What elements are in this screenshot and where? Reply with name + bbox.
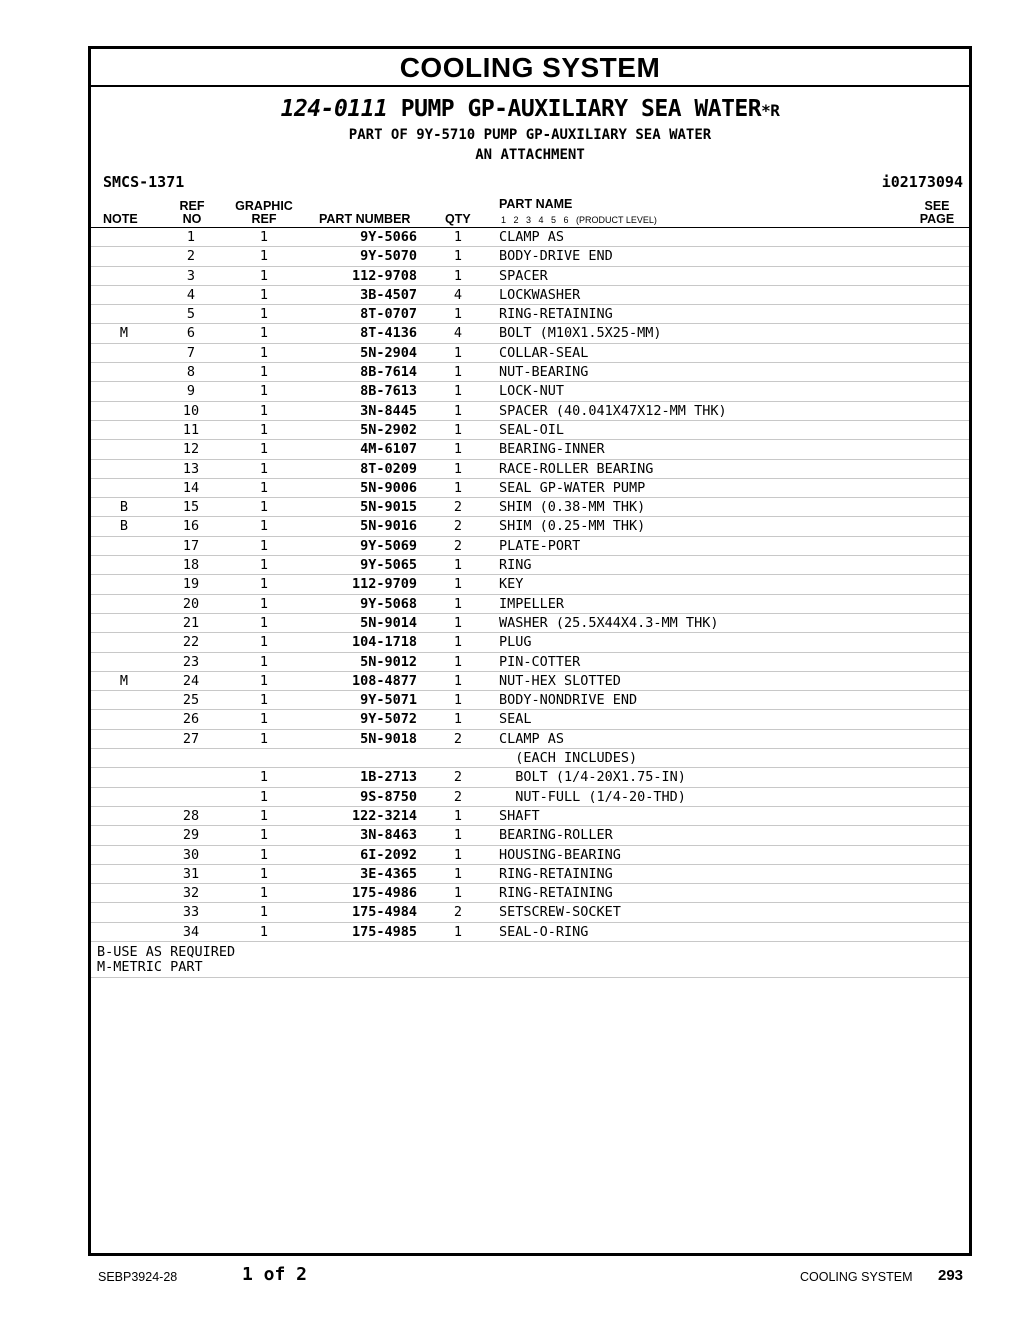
- row-part-number[interactable]: 9Y-5065: [360, 557, 417, 574]
- row-ref-no: 25: [182, 692, 200, 709]
- row-graphic-ref: 1: [259, 846, 269, 863]
- row-part-name: RACE-ROLLER BEARING: [499, 460, 654, 477]
- row-qty: 1: [453, 229, 463, 245]
- row-part-number[interactable]: 5N-9016: [360, 518, 417, 535]
- table-row: [91, 846, 969, 865]
- table-row: [91, 498, 969, 517]
- row-qty: 1: [453, 692, 463, 709]
- row-qty: 1: [453, 421, 463, 438]
- footer-doc-number: SEBP3924-28: [98, 1270, 178, 1284]
- table-row: [91, 826, 969, 845]
- row-qty: 1: [453, 248, 463, 265]
- row-ref-no: 9: [186, 383, 196, 400]
- row-qty: 1: [453, 383, 463, 400]
- row-ref-no: 5: [186, 306, 196, 323]
- table-row: [91, 382, 969, 401]
- row-graphic-ref: 1: [259, 885, 269, 902]
- table-row: [91, 672, 969, 691]
- row-part-number[interactable]: 9Y-5071: [360, 692, 417, 709]
- row-part-number[interactable]: 3B-4507: [360, 286, 417, 303]
- row-graphic-ref: 1: [259, 306, 269, 323]
- table-row: [91, 267, 969, 286]
- table-row: [91, 730, 969, 749]
- row-part-name: SPACER: [499, 267, 548, 284]
- row-graphic-ref: 1: [259, 595, 269, 612]
- table-row: [91, 286, 969, 305]
- row-part-number[interactable]: 112-9708: [351, 267, 417, 284]
- row-part-name: LOCKWASHER: [499, 286, 581, 303]
- page-footer: [0, 1262, 1020, 1292]
- group-suffix: *R: [761, 101, 780, 120]
- row-part-name: RING-RETAINING: [499, 885, 613, 902]
- row-graphic-ref: 1: [259, 537, 269, 554]
- row-ref-no: 11: [182, 421, 200, 438]
- footer-page-number: 293: [938, 1267, 964, 1284]
- row-ref-no: 19: [182, 576, 200, 593]
- table-row: [91, 363, 969, 382]
- table-row: [91, 460, 969, 479]
- row-part-name: COLLAR-SEAL: [499, 344, 589, 361]
- row-graphic-ref: 1: [259, 904, 269, 921]
- group-title: [91, 95, 969, 125]
- row-part-number[interactable]: 3E-4365: [360, 865, 417, 882]
- row-part-number[interactable]: 5N-9006: [360, 479, 417, 496]
- row-part-name: PIN-COTTER: [499, 653, 581, 670]
- table-row: [91, 324, 969, 343]
- row-graphic-ref: 1: [259, 248, 269, 265]
- row-part-name: BEARING-INNER: [499, 441, 605, 458]
- row-ref-no: 27: [182, 730, 200, 747]
- row-graphic-ref: 1: [259, 788, 269, 805]
- row-ref-no: 6: [186, 325, 196, 342]
- row-part-number[interactable]: 175-4985: [351, 923, 417, 940]
- row-graphic-ref: 1: [259, 557, 269, 574]
- row-part-name: RING-RETAINING: [499, 865, 613, 882]
- row-graphic-ref: 1: [259, 344, 269, 361]
- table-row: [91, 768, 969, 787]
- row-ref-no: 28: [182, 807, 200, 824]
- row-graphic-ref: 1: [259, 460, 269, 477]
- row-graphic-ref: 1: [259, 402, 269, 419]
- row-ref-no: 26: [182, 711, 200, 728]
- row-ref-no: 15: [182, 499, 200, 516]
- row-part-name: NUT-FULL (1/4-20-THD): [499, 788, 686, 805]
- table-row: [91, 710, 969, 729]
- row-part-number[interactable]: 8T-0209: [360, 460, 417, 477]
- row-note: M: [119, 672, 129, 689]
- row-ref-no: 30: [182, 846, 200, 863]
- row-qty: 1: [453, 364, 463, 381]
- row-graphic-ref: 1: [259, 614, 269, 631]
- row-ref-no: 17: [182, 537, 200, 554]
- table-row: [91, 421, 969, 440]
- row-part-number[interactable]: 8B-7613: [360, 383, 417, 400]
- parts-page-frame: [88, 46, 972, 1256]
- group-number: 124-0111: [280, 96, 388, 122]
- row-part-name: SEAL-OIL: [499, 421, 565, 438]
- row-qty: 1: [453, 865, 463, 882]
- row-graphic-ref: 1: [259, 229, 269, 245]
- table-row: [91, 440, 969, 459]
- row-graphic-ref: 1: [259, 653, 269, 670]
- row-part-number[interactable]: 8B-7614: [360, 364, 417, 381]
- footer-page-of: 1 of 2: [242, 1264, 308, 1285]
- row-part-name: IMPELLER: [499, 595, 565, 612]
- row-part-number[interactable]: 5N-9014: [360, 614, 417, 631]
- row-part-name: LOCK-NUT: [499, 383, 565, 400]
- table-row: [91, 595, 969, 614]
- col-graphic-bottom: REF: [251, 212, 277, 226]
- row-part-name: SHIM (0.25-MM THK): [499, 518, 646, 535]
- row-part-number[interactable]: 5N-9015: [360, 499, 417, 516]
- row-part-number[interactable]: 175-4984: [351, 904, 417, 921]
- table-row: [91, 402, 969, 421]
- row-graphic-ref: 1: [259, 711, 269, 728]
- row-part-number[interactable]: 3N-8445: [360, 402, 417, 419]
- row-qty: 2: [453, 904, 463, 921]
- table-row: [91, 556, 969, 575]
- table-row: [91, 633, 969, 652]
- row-part-name: KEY: [499, 576, 524, 593]
- row-qty: 1: [453, 557, 463, 574]
- col-note: NOTE: [103, 212, 138, 226]
- row-qty: 2: [453, 788, 463, 805]
- row-graphic-ref: 1: [259, 634, 269, 651]
- row-note: B: [119, 499, 129, 516]
- document-id: i02173094: [881, 173, 963, 191]
- table-row: [91, 517, 969, 536]
- row-qty: 2: [453, 730, 463, 747]
- row-part-name: PLATE-PORT: [499, 537, 581, 554]
- row-part-number[interactable]: 9S-8750: [360, 788, 417, 805]
- row-qty: 1: [453, 306, 463, 323]
- row-part-number[interactable]: 8T-4136: [360, 325, 417, 342]
- row-part-name: NUT-HEX SLOTTED: [499, 672, 621, 689]
- col-qty: QTY: [445, 212, 471, 226]
- row-ref-no: 13: [182, 460, 200, 477]
- notes-block: [91, 942, 969, 978]
- row-graphic-ref: 1: [259, 518, 269, 535]
- row-part-number[interactable]: 5N-9018: [360, 730, 417, 747]
- col-ref-top: REF: [179, 199, 205, 213]
- row-qty: 1: [453, 807, 463, 824]
- row-part-name: WASHER (25.5X44X4.3-MM THK): [499, 614, 719, 631]
- row-qty: 1: [453, 711, 463, 728]
- row-part-name: PLUG: [499, 634, 532, 651]
- note-b: B-USE AS REQUIRED: [97, 943, 236, 960]
- row-part-number[interactable]: 6I-2092: [360, 846, 417, 863]
- row-part-name: SEAL GP-WATER PUMP: [499, 479, 646, 496]
- row-qty: 1: [453, 344, 463, 361]
- column-headers: [91, 193, 969, 228]
- row-graphic-ref: 1: [259, 692, 269, 709]
- row-part-name: NUT-BEARING: [499, 364, 589, 381]
- row-part-number[interactable]: 5N-9012: [360, 653, 417, 670]
- table-row: [91, 344, 969, 363]
- group-header: [91, 95, 969, 165]
- table-row: [91, 807, 969, 826]
- row-ref-no: 16: [182, 518, 200, 535]
- col-part-number: PART NUMBER: [319, 212, 411, 226]
- row-graphic-ref: 1: [259, 286, 269, 303]
- row-qty: 1: [453, 885, 463, 902]
- row-qty: 2: [453, 518, 463, 535]
- row-ref-no: 18: [182, 557, 200, 574]
- row-ref-no: 34: [182, 923, 200, 940]
- smcs-code: SMCS-1371: [103, 173, 185, 191]
- row-part-number[interactable]: 1B-2713: [360, 769, 417, 786]
- row-part-name: BODY-NONDRIVE END: [499, 692, 638, 709]
- row-part-number[interactable]: 175-4986: [351, 885, 417, 902]
- row-qty: 1: [453, 402, 463, 419]
- row-graphic-ref: 1: [259, 499, 269, 516]
- row-ref-no: 22: [182, 634, 200, 651]
- table-row: [91, 575, 969, 594]
- row-qty: 1: [453, 923, 463, 940]
- row-ref-no: 23: [182, 653, 200, 670]
- row-qty: 2: [453, 769, 463, 786]
- row-ref-no: 1: [186, 229, 196, 245]
- row-part-name: SEAL-O-RING: [499, 923, 589, 940]
- row-part-name: BOLT (1/4-20X1.75-IN): [499, 769, 686, 786]
- row-qty: 1: [453, 614, 463, 631]
- row-qty: 1: [453, 441, 463, 458]
- row-ref-no: 7: [186, 344, 196, 361]
- row-part-number[interactable]: 9Y-5066: [360, 229, 417, 245]
- row-qty: 2: [453, 499, 463, 516]
- row-part-name: SHAFT: [499, 807, 540, 824]
- row-graphic-ref: 1: [259, 383, 269, 400]
- row-qty: 1: [453, 634, 463, 651]
- row-part-number[interactable]: 104-1718: [351, 634, 417, 651]
- row-ref-no: 31: [182, 865, 200, 882]
- row-part-number[interactable]: 4M-6107: [360, 441, 417, 458]
- row-ref-no: 33: [182, 904, 200, 921]
- row-part-name: CLAMP AS: [499, 730, 565, 747]
- row-graphic-ref: 1: [259, 576, 269, 593]
- row-note: B: [119, 518, 129, 535]
- row-part-name: RING: [499, 557, 532, 574]
- row-part-number[interactable]: 8T-0707: [360, 306, 417, 323]
- row-qty: 1: [453, 267, 463, 284]
- row-graphic-ref: 1: [259, 923, 269, 940]
- row-qty: 1: [453, 576, 463, 593]
- row-ref-no: 24: [182, 672, 200, 689]
- row-part-name: SPACER (40.041X47X12-MM THK): [499, 402, 727, 419]
- parts-list: [91, 228, 969, 942]
- row-part-number[interactable]: 108-4877: [351, 672, 417, 689]
- row-ref-no: 20: [182, 595, 200, 612]
- row-qty: 1: [453, 479, 463, 496]
- smcs-row: [91, 171, 969, 193]
- table-row: [91, 788, 969, 807]
- row-part-name: BODY-DRIVE END: [499, 248, 613, 265]
- row-qty: 4: [453, 286, 463, 303]
- row-part-name: SEAL: [499, 711, 532, 728]
- row-graphic-ref: 1: [259, 807, 269, 824]
- table-row: [91, 247, 969, 266]
- note-m: M-METRIC PART: [97, 958, 203, 975]
- table-row: [91, 923, 969, 942]
- row-part-name: HOUSING-BEARING: [499, 846, 621, 863]
- row-part-name: SHIM (0.38-MM THK): [499, 499, 646, 516]
- col-ref-bottom: NO: [182, 212, 202, 226]
- col-see-bottom: PAGE: [919, 212, 955, 226]
- group-name: PUMP GP-AUXILIARY SEA WATER: [400, 96, 762, 122]
- row-graphic-ref: 1: [259, 364, 269, 381]
- row-qty: 1: [453, 827, 463, 844]
- table-row: [91, 653, 969, 672]
- row-ref-no: 29: [182, 827, 200, 844]
- table-row: [91, 749, 969, 768]
- row-part-number[interactable]: 9Y-5072: [360, 711, 417, 728]
- row-part-number[interactable]: 112-9709: [351, 576, 417, 593]
- row-graphic-ref: 1: [259, 325, 269, 342]
- table-row: [91, 479, 969, 498]
- row-part-number[interactable]: 3N-8463: [360, 827, 417, 844]
- table-row: [91, 865, 969, 884]
- row-part-name: RING-RETAINING: [499, 306, 613, 323]
- row-part-number[interactable]: 9Y-5070: [360, 248, 417, 265]
- row-part-name: SETSCREW-SOCKET: [499, 904, 621, 921]
- row-graphic-ref: 1: [259, 730, 269, 747]
- col-product-levels: 1 2 3 4 5 6 (PRODUCT LEVEL): [501, 215, 657, 225]
- row-ref-no: 3: [186, 267, 196, 284]
- row-part-name: CLAMP AS: [499, 229, 565, 245]
- row-ref-no: 2: [186, 248, 196, 265]
- row-part-number[interactable]: 5N-2902: [360, 421, 417, 438]
- row-graphic-ref: 1: [259, 267, 269, 284]
- row-qty: 1: [453, 460, 463, 477]
- table-row: [91, 691, 969, 710]
- table-row: [91, 305, 969, 324]
- row-graphic-ref: 1: [259, 479, 269, 496]
- row-qty: 1: [453, 672, 463, 689]
- col-see-top: SEE: [924, 199, 950, 213]
- row-graphic-ref: 1: [259, 441, 269, 458]
- row-part-number[interactable]: 9Y-5068: [360, 595, 417, 612]
- row-part-name: (EACH INCLUDES): [499, 750, 638, 767]
- row-graphic-ref: 1: [259, 769, 269, 786]
- table-row: [91, 614, 969, 633]
- section-title: COOLING SYSTEM: [91, 49, 969, 87]
- table-row: [91, 537, 969, 556]
- row-qty: 1: [453, 653, 463, 670]
- row-ref-no: 32: [182, 885, 200, 902]
- row-ref-no: 4: [186, 286, 196, 303]
- row-graphic-ref: 1: [259, 421, 269, 438]
- table-row: [91, 228, 969, 247]
- row-ref-no: 10: [182, 402, 200, 419]
- table-row: [91, 884, 969, 903]
- table-row: [91, 903, 969, 922]
- row-graphic-ref: 1: [259, 865, 269, 882]
- row-qty: 4: [453, 325, 463, 342]
- row-ref-no: 21: [182, 614, 200, 631]
- group-part-of: PART OF 9Y-5710 PUMP GP-AUXILIARY SEA WATER: [348, 127, 712, 143]
- footer-section: COOLING SYSTEM: [800, 1270, 913, 1284]
- row-ref-no: 8: [186, 364, 196, 381]
- row-graphic-ref: 1: [259, 672, 269, 689]
- row-qty: 1: [453, 846, 463, 863]
- col-graphic-top: GRAPHIC: [235, 199, 293, 213]
- row-ref-no: 12: [182, 441, 200, 458]
- row-qty: 1: [453, 595, 463, 612]
- row-qty: 2: [453, 537, 463, 554]
- row-part-name: BEARING-ROLLER: [499, 827, 613, 844]
- row-part-name: BOLT (M10X1.5X25-MM): [499, 325, 662, 342]
- row-part-number[interactable]: 5N-2904: [360, 344, 417, 361]
- row-graphic-ref: 1: [259, 827, 269, 844]
- row-part-number[interactable]: 122-3214: [351, 807, 417, 824]
- row-note: M: [119, 325, 129, 342]
- group-attachment: AN ATTACHMENT: [475, 147, 585, 163]
- row-part-number[interactable]: 9Y-5069: [360, 537, 417, 554]
- col-part-name: PART NAME: [499, 197, 573, 211]
- row-ref-no: 14: [182, 479, 200, 496]
